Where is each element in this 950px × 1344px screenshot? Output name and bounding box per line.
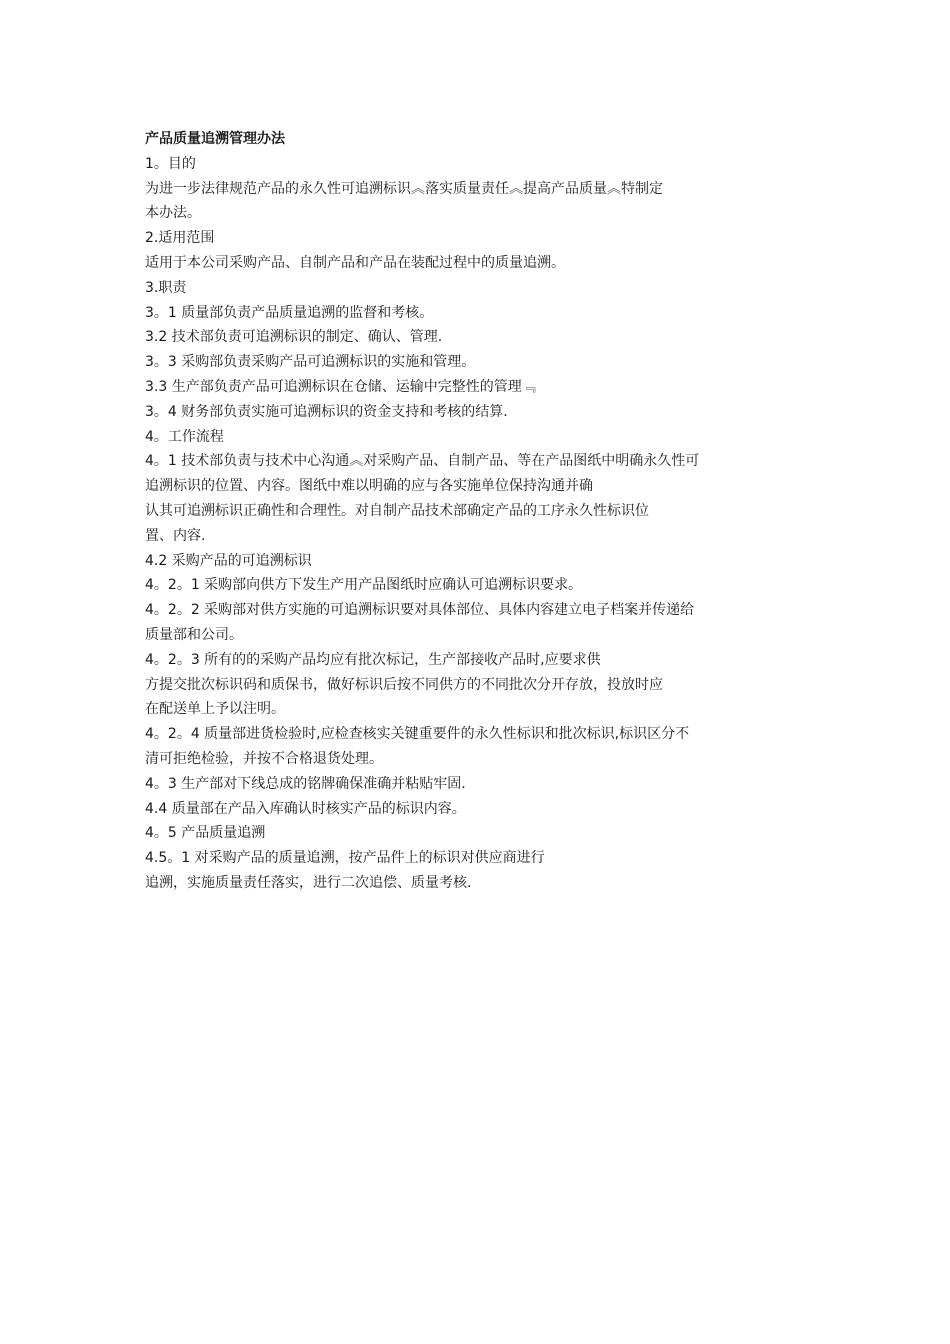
text-line: 4。2。4 质量部进货检验时,应检查核实关键重要件的永久性标识和批次标识,标识区分不 [145,726,690,743]
text-line: 2.适用范围 [145,230,215,247]
text-line: 追溯标识的位置、内容。图纸中难以明确的应与各实施单位保持沟通并确 [145,478,593,495]
document-body [145,127,825,896]
text-line: 4。2。2 采购部对供方实施的可追溯标识要对具体部位、具体内容建立电子档案并传递给 [145,602,695,619]
text-line: 4。工作流程 [145,428,224,445]
text-line: 3。3 采购部负责采购产品可追溯标识的实施和管理。 [145,354,476,371]
text-line: 认其可追溯标识正确性和合理性。对自制产品技术部确定产品的工序永久性标识位 [145,502,649,519]
text-line: 为进一步法律规范产品的永久性可追溯标识︽落实质量责任︽提高产品质量︽特制定 [145,180,663,197]
text-line: 4。1 技术部负责与技术中心沟通︽对采购产品、自制产品、等在产品图纸中明确永久性可 [145,453,700,470]
text-line: 3。4 财务部负责实施可追溯标识的资金支持和考核的结算. [145,403,508,420]
text-line: 3.3 生产部负责产品可追溯标识在仓储、运输中完整性的管理﹃ [145,378,536,395]
document-title: 产品质量追溯管理办法 [145,131,285,147]
text-line: 清可拒绝检验，并按不合格退货处理。 [145,750,383,767]
text-line: 追溯，实施质量责任落实，进行二次追偿、质量考核. [145,874,472,891]
text-line: 4。3 生产部对下线总成的铭牌确保准确并粘贴牢固. [145,775,466,792]
text-line: 3.2 技术部负责可追溯标识的制定、确认、管理. [145,329,443,346]
text-line: 4。5 产品质量追溯 [145,825,266,842]
text-line: 4.4 质量部在产品入库确认时核实产品的标识内容。 [145,800,466,817]
text-line: 3。1 质量部负责产品质量追溯的监督和考核。 [145,304,434,321]
text-line: 4.2 采购产品的可追溯标识 [145,552,312,569]
text-line: 适用于本公司采购产品、自制产品和产品在装配过程中的质量追溯。 [145,254,565,271]
text-line: 质量部和公司。 [145,626,243,643]
text-line: 方提交批次标识码和质保书，做好标识后按不同供方的不同批次分开存放，投放时应 [145,676,663,693]
text-line: 1。目的 [145,155,196,172]
text-line: 置、内容. [145,527,206,544]
text-line: 本办法。 [145,205,201,222]
text-line: 3.职责 [145,279,187,296]
text-line: 4。2。1 采购部向供方下发生产用产品图纸时应确认可追溯标识要求。 [145,577,583,594]
text-line: 4.5。1 对采购产品的质量追溯，按产品件上的标识对供应商进行 [145,850,545,867]
text-line: 4。2。3 所有的的采购产品均应有批次标记，生产部接收产品时,应要求供 [145,651,601,668]
text-line: 在配送单上予以注明。 [145,701,285,718]
